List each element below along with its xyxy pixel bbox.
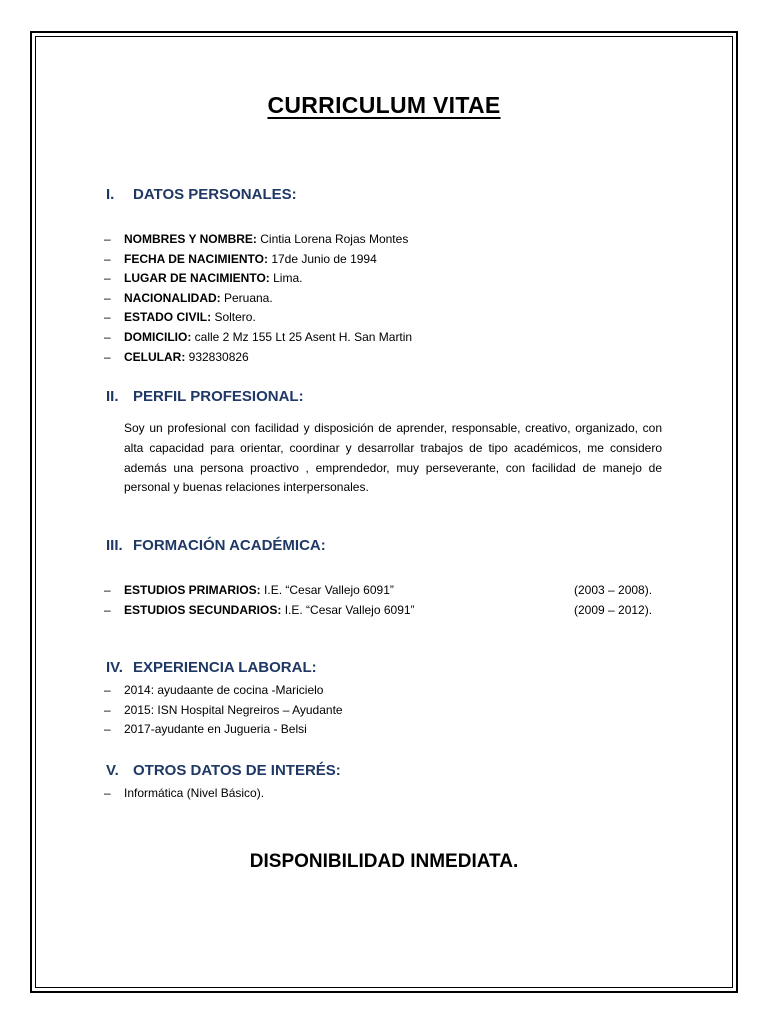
profile-paragraph: Soy un profesional con facilidad y disposición de aprender, responsable, creativo, organizado, con alta capacidad para orientar, coordinar y desarrollar trabajos de tipo académicos, me considero además una persona proactivo , emprendedor, muy perseverante, con facilidad de manejo de personal y buenas relaciones interpersonales. — [124, 421, 662, 495]
item-label: DOMICILIO: — [124, 329, 192, 344]
item-value: calle 2 Mz 155 Lt 25 Asent H. San Martin — [191, 329, 413, 344]
section-heading-other — [106, 762, 341, 779]
item-value: I.E. “Cesar Vallejo 6091” — [281, 602, 415, 617]
section-number: I. — [106, 186, 115, 203]
item-years: (2009 – 2012). — [574, 602, 653, 617]
section-heading-experience — [106, 659, 317, 676]
dash-bullet: – — [104, 683, 111, 697]
list-item — [104, 269, 412, 289]
dash-bullet: – — [104, 329, 111, 344]
item-label: ESTUDIOS SECUNDARIOS: — [124, 602, 282, 617]
other-data-list — [104, 784, 264, 804]
item-value: Peruana. — [220, 290, 273, 305]
dash-bullet: – — [104, 786, 111, 800]
experience-list — [104, 681, 343, 740]
item-years: (2003 – 2008). — [574, 583, 653, 597]
dash-bullet: – — [104, 722, 111, 737]
item-label: LUGAR DE NACIMIENTO: — [124, 271, 270, 286]
availability-statement: DISPONIBILIDAD INMEDIATA. — [249, 851, 519, 872]
item-label: NACIONALIDAD: — [124, 290, 221, 305]
list-item — [104, 720, 343, 740]
item-value: I.E. “Cesar Vallejo 6091” — [260, 583, 394, 597]
item-value: 932830826 — [185, 349, 249, 364]
item-value: 17de Junio de 1994 — [268, 251, 377, 266]
section-number: V. — [106, 762, 119, 779]
section-title: EXPERIENCIA LABORAL: — [133, 659, 317, 676]
section-number: IV. — [106, 659, 123, 676]
dash-bullet: – — [104, 310, 111, 325]
page-border-inner — [35, 36, 733, 988]
section-title: DATOS PERSONALES: — [133, 186, 297, 203]
item-text: 2014: ayudaante de cocina -Maricielo — [124, 683, 324, 697]
dash-bullet: – — [104, 290, 111, 305]
dash-bullet: – — [104, 602, 111, 617]
item-text: 2017-ayudante en Jugueria - Belsi — [124, 722, 307, 737]
section-number: III. — [106, 537, 123, 554]
list-item — [104, 230, 412, 250]
item-text: Informática (Nivel Básico). — [124, 786, 265, 800]
personal-data-list — [104, 230, 412, 367]
item-label: ESTADO CIVIL: — [124, 310, 212, 325]
dash-bullet: – — [104, 702, 111, 717]
item-label: NOMBRES Y NOMBRE: — [124, 232, 257, 246]
item-label: ESTUDIOS PRIMARIOS: — [124, 583, 261, 597]
item-value: Cintia Lorena Rojas Montes — [256, 232, 409, 246]
section-title: FORMACIÓN ACADÉMICA: — [133, 537, 326, 554]
dash-bullet: – — [104, 232, 111, 246]
list-item — [104, 681, 343, 701]
section-heading-education — [106, 537, 326, 554]
item-text: 2015: ISN Hospital Negreiros – Ayudante — [124, 702, 343, 717]
list-item — [104, 348, 412, 368]
section-title: OTROS DATOS DE INTERÉS: — [133, 762, 341, 779]
section-heading-profile — [106, 388, 304, 405]
list-item — [104, 701, 343, 721]
list-item — [104, 308, 412, 328]
section-heading-personal — [106, 186, 297, 203]
section-number: II. — [106, 388, 119, 405]
list-item — [104, 250, 412, 270]
list-item — [104, 328, 412, 348]
list-item — [104, 601, 653, 621]
list-item — [104, 289, 412, 309]
item-label: CELULAR: — [124, 349, 186, 364]
item-label: FECHA DE NACIMIENTO: — [124, 251, 268, 266]
dash-bullet: – — [104, 583, 111, 597]
item-value: Soltero. — [211, 310, 256, 325]
section-title: PERFIL PROFESIONAL: — [133, 388, 304, 405]
list-item — [104, 784, 264, 804]
document-title: CURRICULUM VITAE — [267, 92, 501, 118]
dash-bullet: – — [104, 349, 111, 364]
education-list — [104, 581, 653, 620]
item-value: Lima. — [269, 271, 303, 286]
list-item — [104, 581, 653, 601]
dash-bullet: – — [104, 271, 111, 286]
dash-bullet: – — [104, 251, 111, 266]
